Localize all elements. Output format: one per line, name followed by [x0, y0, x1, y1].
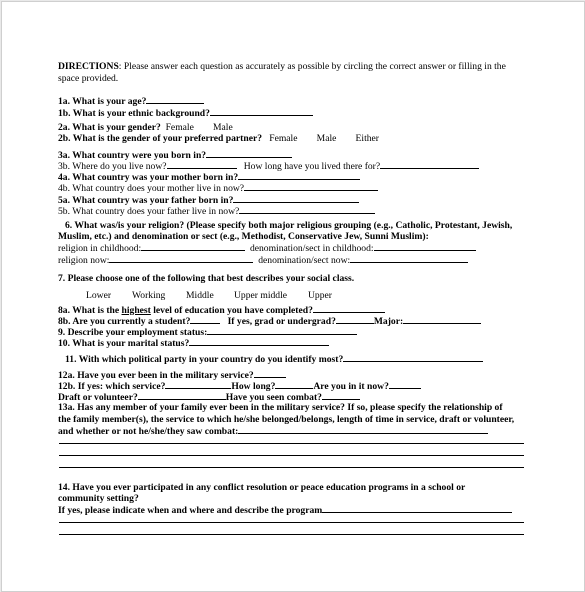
current-religion-field[interactable] [109, 254, 253, 263]
current-denomination-field[interactable] [350, 254, 468, 263]
q12-draft: Draft or volunteer? Have you seen combat? [58, 391, 360, 403]
q13a-line-2: the family member(s), the service to which he/she belonged/belongs, length of time in service, draft or volunteer, [58, 414, 515, 425]
childhood-denomination-field[interactable] [374, 242, 476, 251]
class-option-upper-middle[interactable]: Upper middle [234, 290, 288, 301]
q6-childhood: religion in childhood: denomination/sect in childhood: [58, 242, 476, 254]
q1b: 1b. What is your ethnic background? [58, 107, 313, 119]
q1a: 1a. What is your age? [58, 95, 204, 107]
answer-line[interactable] [59, 443, 524, 444]
directions-line-2: space provided. [58, 73, 119, 84]
q8a: 8a. What is the highest level of education you have completed? [58, 304, 385, 316]
q12a: 12a. Have you ever been in the military service? [58, 369, 286, 381]
q14-line-2: community setting? [58, 493, 139, 504]
q6-line-1: 6. What was/is your religion? (Please specify both major religious grouping (e.g., Catholic, Protestant, Jewish, [65, 220, 513, 231]
childhood-religion-field[interactable] [141, 242, 245, 251]
residence-duration-field[interactable] [380, 160, 479, 169]
father-residence-field[interactable] [239, 205, 375, 214]
student-field[interactable] [190, 315, 220, 324]
which-service-field[interactable] [165, 380, 231, 389]
q6-line-2: Muslim, etc.) and denomination or sect (e.g., Methodist, Conservative Jew, Sunni Muslim): [58, 231, 429, 242]
education-field[interactable] [313, 304, 385, 313]
birth-country-field[interactable] [206, 149, 292, 158]
answer-line[interactable] [59, 467, 524, 468]
q11: 11. With which political party in your country do you identify most? [58, 353, 483, 365]
q9: 9. Describe your employment status: [58, 326, 357, 338]
q3b: 3b. Where do you live now? How long have you lived there for? [58, 160, 479, 172]
class-option-upper[interactable]: Upper [308, 290, 332, 301]
family-military-field[interactable] [238, 425, 488, 434]
q5b: 5b. What country does your father live in now? [58, 205, 375, 217]
q6-now: religion now: denomination/sect now: [58, 254, 468, 266]
age-field[interactable] [146, 95, 204, 104]
class-option-lower[interactable]: Lower [86, 290, 112, 301]
ethnic-background-field[interactable] [210, 107, 313, 116]
q4b: 4b. What country does your mother live in now? [58, 182, 378, 194]
service-duration-field[interactable] [275, 380, 313, 389]
major-field[interactable] [403, 315, 481, 324]
partner-gender-options[interactable]: Female Male Either [269, 133, 380, 144]
q7: 7. Please choose one of the following that best describes your social class. [58, 273, 355, 284]
program-description-field[interactable] [322, 504, 512, 513]
q2a: 2a. What is your gender? Female Male [58, 122, 233, 133]
q5a: 5a. What country was your father born in? [58, 194, 359, 206]
q8b: 8b. Are you currently a student? If yes, grad or undergrad? Major: [58, 315, 481, 327]
marital-status-field[interactable] [189, 337, 329, 346]
q2b: 2b. What is the gender of your preferred partner? Female Male Either [58, 133, 380, 144]
directions-label: DIRECTIONS [58, 61, 119, 72]
q12b: 12b. If yes: which service? How long? Are you in it now? [58, 380, 421, 392]
mother-residence-field[interactable] [244, 182, 378, 191]
grad-undergrad-field[interactable] [336, 315, 374, 324]
q14-line-1: 14. Have you ever participated in any conflict resolution or peace education programs in a school or [58, 482, 466, 493]
class-option-working[interactable]: Working [132, 290, 166, 301]
q13a-line-3: and whether or not he/she/they saw combat: [58, 425, 488, 437]
gender-options[interactable]: Female Male [165, 122, 233, 133]
military-service-field[interactable] [254, 369, 286, 378]
questionnaire-page [1, 1, 585, 592]
answer-line[interactable] [59, 455, 524, 456]
directions-line-1: DIRECTIONS: Please answer each question as accurately as possible by circling the correct answer or filling in the [58, 61, 506, 72]
mother-birth-country-field[interactable] [238, 171, 360, 180]
q13a-line-1: 13a. Has any member of your family ever been in the military service? If so, please specify the relationship of [58, 402, 503, 413]
father-birth-country-field[interactable] [233, 194, 359, 203]
residence-field[interactable] [167, 160, 237, 169]
in-service-now-field[interactable] [389, 380, 421, 389]
answer-line[interactable] [59, 534, 524, 535]
draft-volunteer-field[interactable] [138, 391, 226, 400]
political-party-field[interactable] [343, 353, 483, 362]
answer-line[interactable] [59, 522, 524, 523]
employment-field[interactable] [207, 326, 357, 335]
class-option-middle[interactable]: Middle [186, 290, 214, 301]
combat-field[interactable] [322, 391, 360, 400]
q14-line-3: If yes, please indicate when and where and describe the program [58, 504, 512, 516]
q10: 10. What is your marital status? [58, 337, 329, 349]
q3a: 3a. What country were you born in? [58, 149, 292, 161]
q4a: 4a. What country was your mother born in? [58, 171, 360, 183]
